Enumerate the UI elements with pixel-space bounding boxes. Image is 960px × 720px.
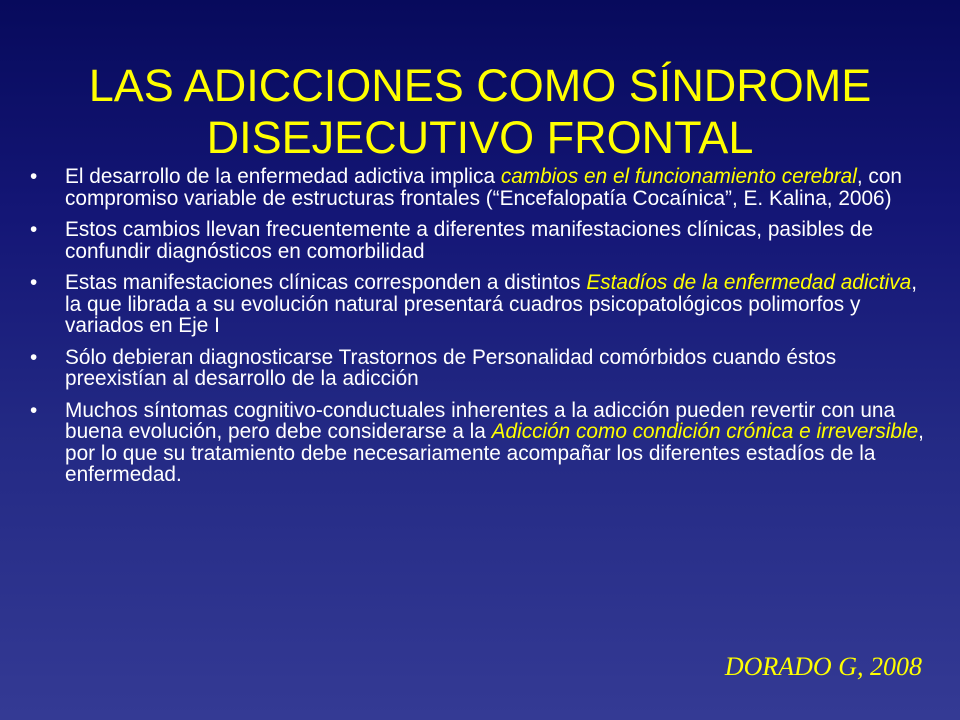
bullet-text: , con compromiso variable de estructuras frontales (“Encefalopatía Cocaínica”, E. Kalina, 2006) — [65, 165, 902, 210]
bullet-dot: • — [30, 218, 38, 241]
bullet-emphasis: Estadíos de la enfermedad adictiva — [586, 271, 912, 294]
bullet-dot: • — [30, 271, 38, 294]
bullet-item-sintomas-cognitivos — [30, 400, 935, 486]
bullet-text: El desarrollo de la enfermedad adictiva implica — [65, 165, 501, 188]
bullet-item-estadios — [30, 272, 935, 337]
slide-title — [0, 60, 960, 164]
bullet-text: Estos cambios llevan frecuentemente a diferentes manifestaciones clínicas, pasibles de confundir diagnósticos en comorbilidad — [65, 218, 874, 263]
bullet-dot: • — [30, 345, 38, 369]
bullet-item-manifestaciones-clinicas — [30, 219, 935, 262]
slide-title-line-2: DISEJECUTIVO FRONTAL — [206, 112, 754, 164]
bullet-text: Muchos síntomas cognitivo-conductuales inherentes a la adicción pueden revertir con una buena evolución, pero debe considerarse a la — [65, 398, 896, 443]
bullet-item-trastornos-personalidad — [30, 347, 935, 390]
slide-title-line-1: LAS ADICCIONES COMO SÍNDROME — [88, 60, 872, 112]
bullet-emphasis: cambios en el funcionamiento cerebral — [500, 165, 857, 188]
bullet-dot: • — [30, 165, 38, 188]
bullet-text: , la que librada a su evolución natural presentará cuadros psicopatológicos polimorfos y variados en Eje I — [65, 271, 918, 337]
bullet-list — [30, 166, 935, 496]
bullet-emphasis: Adicción como condición crónica e irreversible — [491, 420, 919, 443]
bullet-dot: • — [30, 398, 38, 422]
bullet-item-cambios-cerebrales — [30, 166, 935, 209]
bullet-text: Estas manifestaciones clínicas corresponden a distintos — [65, 271, 587, 294]
author-citation: DORADO G, 2008 — [724, 652, 922, 681]
bullet-text: Sólo debieran diagnosticarse Trastornos de Personalidad comórbidos cuando éstos preexistían al desarrollo de la adicción — [65, 345, 837, 390]
bullet-text: , por lo que su tratamiento debe necesariamente acompañar los diferentes estadíos de la enfermedad. — [65, 420, 924, 486]
